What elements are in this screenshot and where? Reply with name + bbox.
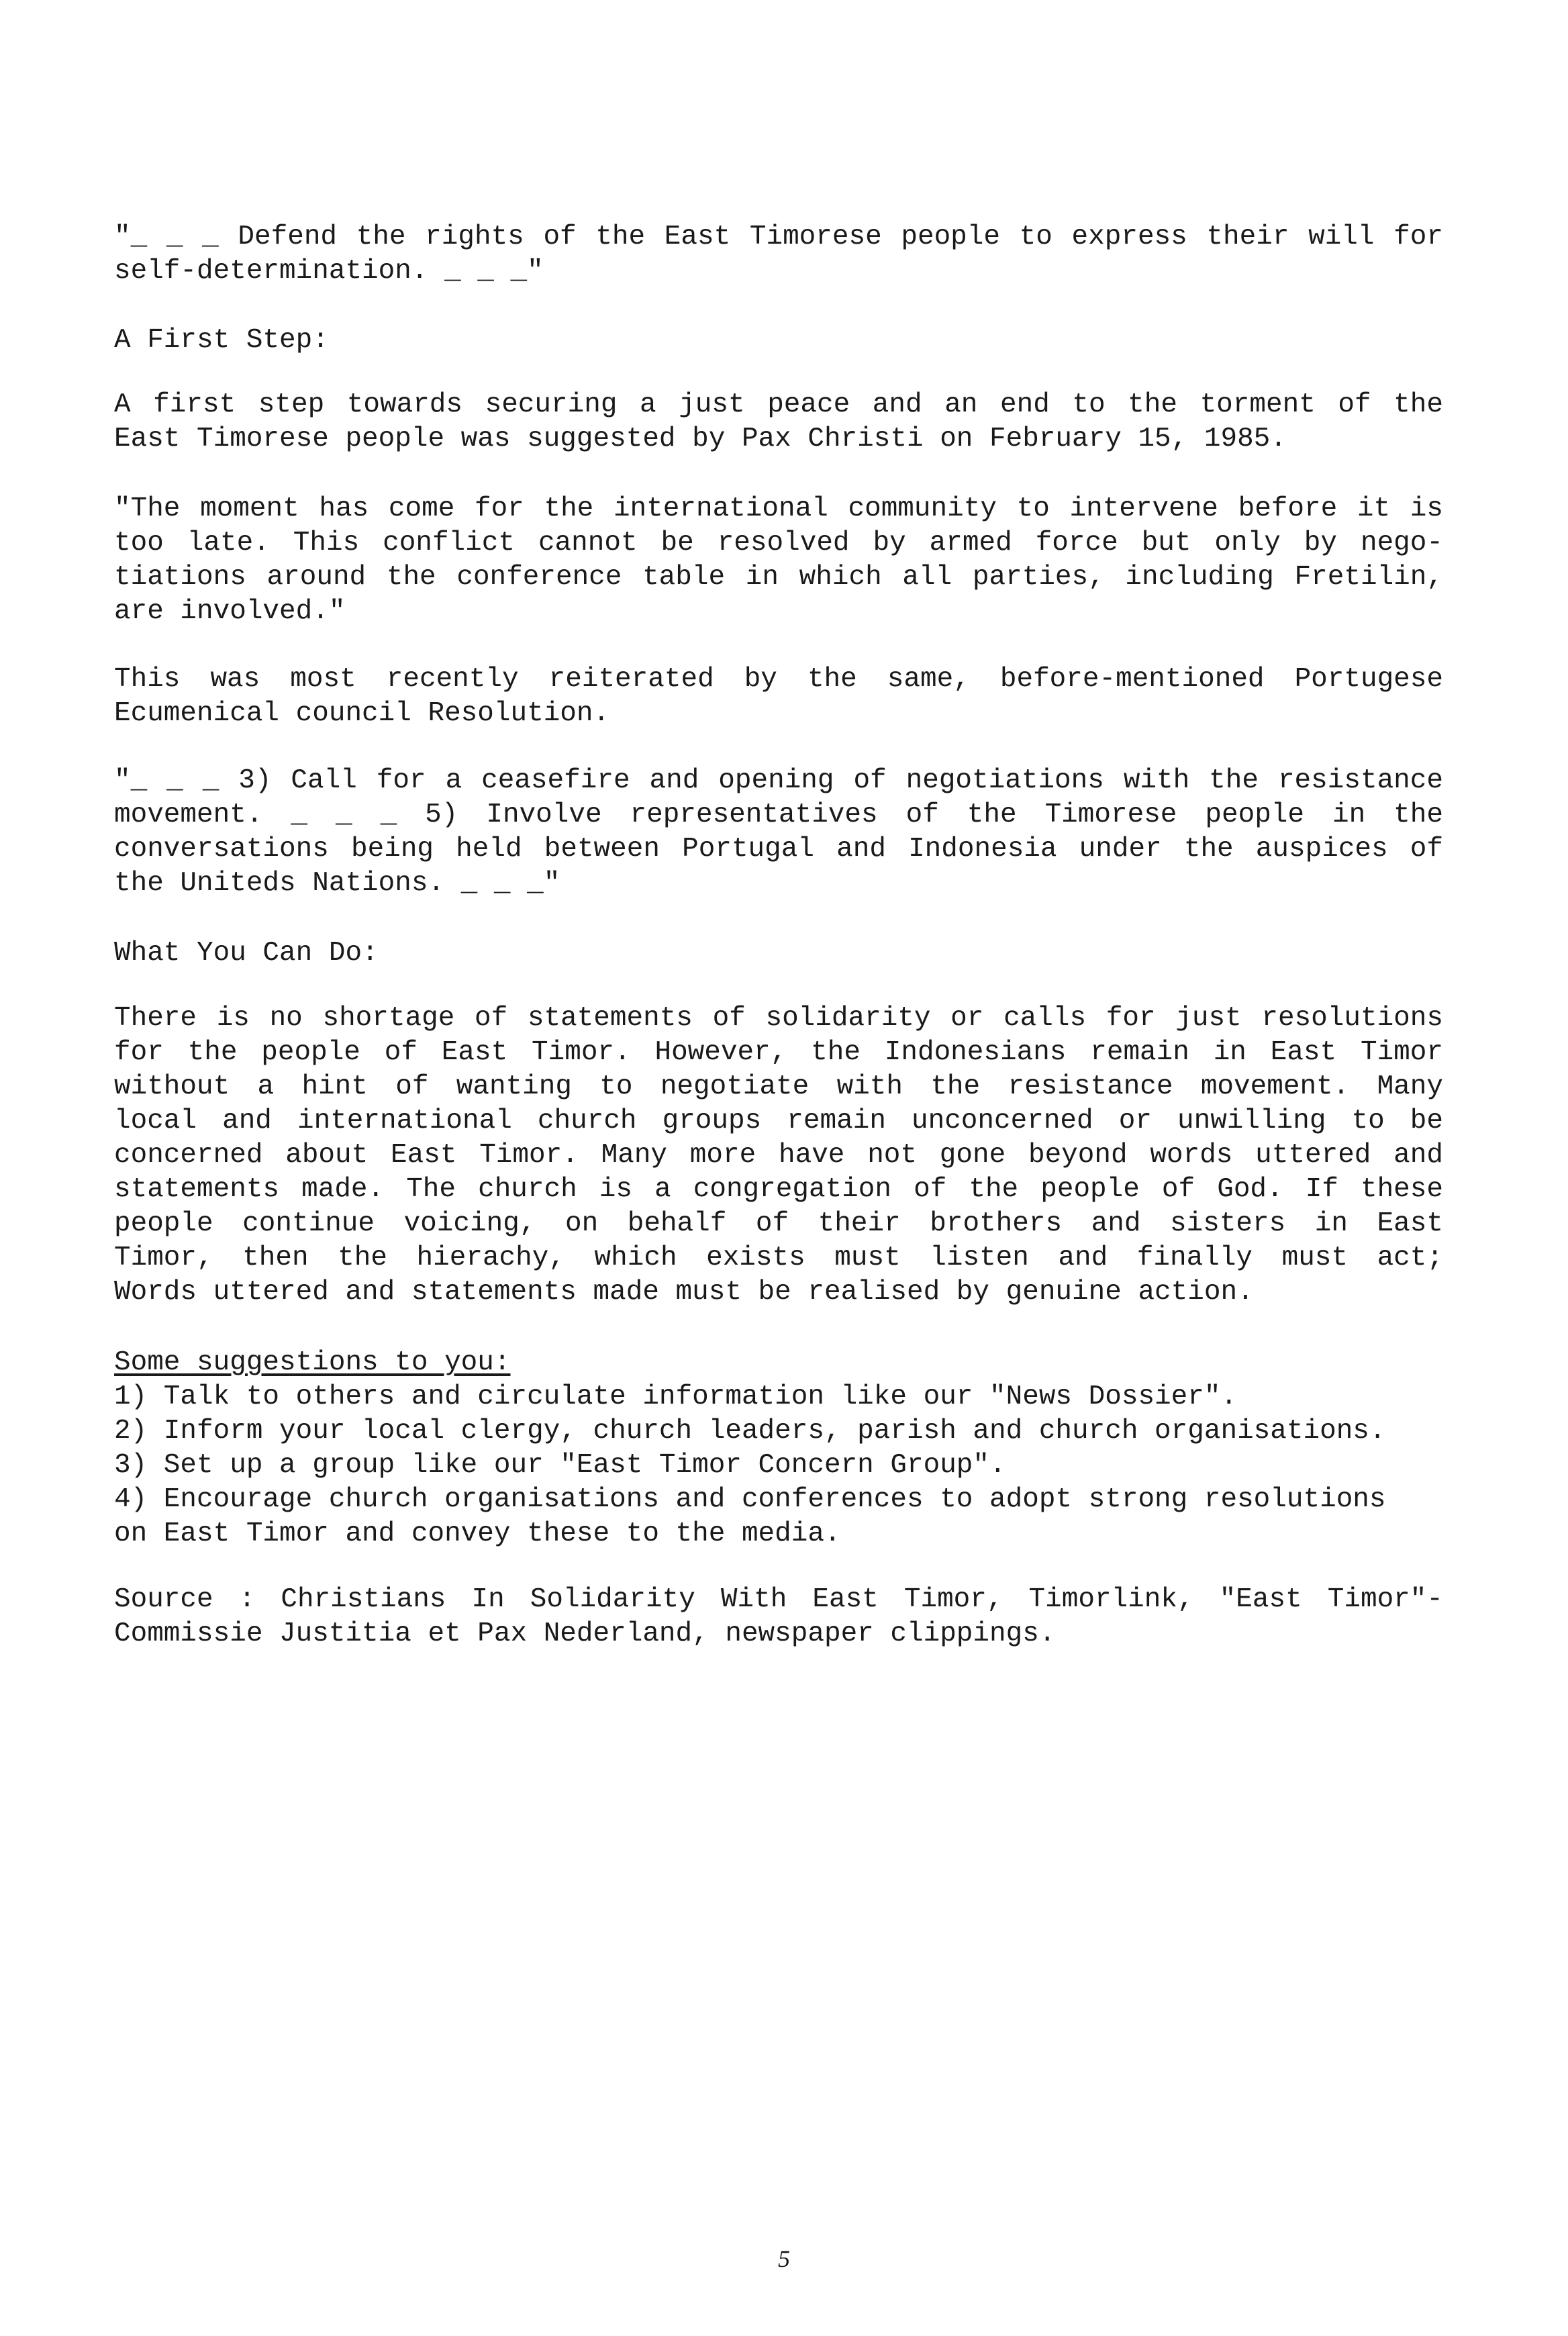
text-line: too late. This conflict cannot be resolved by armed force but only by nego- [114, 528, 1443, 558]
heading-text: What You Can Do: [114, 938, 379, 969]
text-line: East Timorese people was suggested by Pax Christi on February 15, 1985. [114, 424, 1287, 454]
source-citation [114, 1583, 1443, 1651]
text-line: A first step towards securing a just peace and an end to the torment of the [114, 389, 1443, 420]
text-line: for the people of East Timor. However, the Indonesians remain in East Timor [114, 1037, 1443, 1068]
text-line: "_ _ _ Defend the rights of the East Timorese people to express their will for [114, 222, 1443, 252]
text-line: tiations around the conference table in which all parties, including Fretilin, [114, 562, 1443, 593]
heading-text: A First Step: [114, 325, 329, 356]
text-line: Source : Christians In Solidarity With East Timor, Timorlink, "East Timor"- [114, 1584, 1443, 1615]
section-heading-first-step [114, 324, 1443, 358]
paragraph-reiterated [114, 663, 1443, 731]
paragraph-what-you-can-do [114, 1002, 1443, 1310]
text-line: Words uttered and statements made must be realised by genuine action. [114, 1277, 1254, 1308]
text-line: statements made. The church is a congregation of the people of God. If these [114, 1174, 1443, 1205]
text-line: concerned about East Timor. Many more have not gone beyond words uttered and [114, 1140, 1443, 1171]
text-line: There is no shortage of statements of solidarity or calls for just resolutions [114, 1003, 1443, 1034]
page-number: 5 [778, 2245, 790, 2272]
suggestions-title: Some suggestions to you: [114, 1347, 511, 1378]
list-item: 3) Set up a group like our "East Timor Concern Group". [114, 1450, 1006, 1481]
text-line: local and international church groups remain unconcerned or unwilling to be [114, 1106, 1443, 1136]
quote-self-determination [114, 220, 1443, 289]
list-item: 2) Inform your local clergy, church leaders, parish and church organisations. [114, 1416, 1386, 1447]
text-line: Ecumenical council Resolution. [114, 698, 610, 729]
text-line: people continue voicing, on behalf of their brothers and sisters in East [114, 1208, 1443, 1239]
text-line: "_ _ _ 3) Call for a ceasefire and opening of negotiations with the resistance [114, 765, 1443, 796]
text-line: conversations being held between Portugal and Indonesia under the auspices of [114, 834, 1443, 865]
text-line: Timor, then the hierachy, which exists must listen and finally must act; [114, 1243, 1443, 1273]
text-line: the Uniteds Nations. _ _ _" [114, 868, 560, 899]
text-line: "The moment has come for the international community to intervene before it is [114, 493, 1443, 524]
text-line: are involved." [114, 596, 346, 627]
text-line: movement. _ _ _ 5) Involve representatives of the Timorese people in the [114, 799, 1443, 830]
text-line: without a hint of wanting to negotiate with the resistance movement. Many [114, 1071, 1443, 1102]
suggestions-list [114, 1346, 1443, 1551]
text-line: This was most recently reiterated by the same, before-mentioned Portugese [114, 664, 1443, 695]
text-line: self-determination. _ _ _" [114, 256, 544, 287]
text-line: Commissie Justitia et Pax Nederland, newspaper clippings. [114, 1618, 1056, 1649]
paragraph-first-step [114, 388, 1443, 456]
quote-pax-christi [114, 492, 1443, 629]
quote-resolution [114, 764, 1443, 901]
list-item: 1) Talk to others and circulate information like our "News Dossier". [114, 1381, 1238, 1412]
list-item: on East Timor and convey these to the media. [114, 1518, 841, 1549]
section-heading-what-you-can-do [114, 936, 1443, 971]
list-item: 4) Encourage church organisations and conferences to adopt strong resolutions [114, 1484, 1386, 1515]
